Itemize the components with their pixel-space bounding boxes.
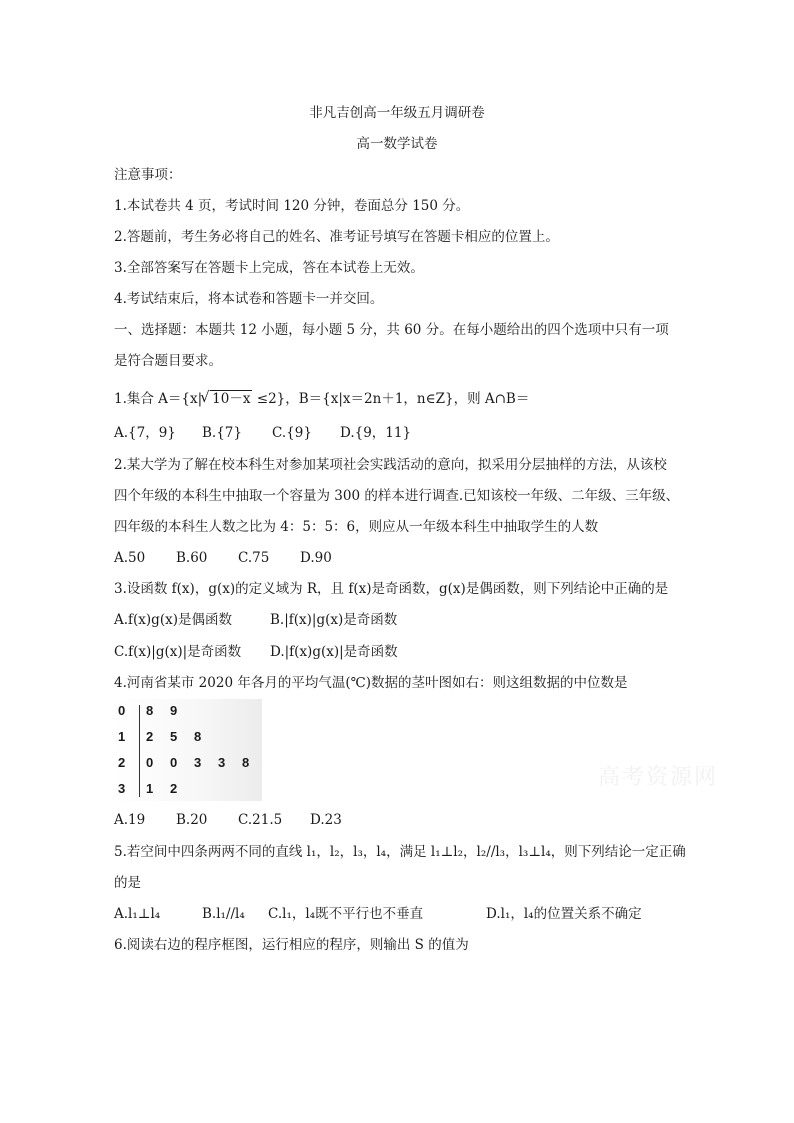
leaf-value: 2 [170, 781, 178, 796]
q2-option-c: C.75 [238, 550, 270, 566]
question-1-stem [114, 390, 529, 408]
q5-option-c: C.l₁，l₄既不平行也不垂直 [268, 906, 424, 922]
q3-option-a: A.f(x)g(x)是偶函数 [114, 612, 232, 628]
q1-option-d: D.{9，11} [340, 425, 412, 441]
q1-option-a: A.{7，9} [114, 425, 176, 441]
question-2-stem-cont: 四年级的本科生人数之比为 4：5：5：6，则应从一年级本科生中抽取学生的人数 [114, 519, 599, 535]
q1-stem-post: ≤2}，B＝{x|x＝2n＋1，n∈Z}，则 A∩B＝ [252, 391, 530, 407]
exam-title: 非凡吉创高一年级五月调研卷 [309, 105, 485, 121]
notice-item: 3.全部答案写在答题卡上完成，答在本试卷上无效。 [114, 260, 424, 276]
q5-option-b: B.l₁//l₄ [202, 906, 245, 922]
stem-value: 1 [118, 729, 126, 744]
question-3-stem: 3.设函数 f(x)，g(x)的定义域为 R，且 f(x)是奇函数，g(x)是偶函数，则下列结论中正确的是 [114, 581, 669, 597]
q4-option-b: B.20 [176, 812, 208, 828]
notice-item: 4.考试结束后，将本试卷和答题卡一并交回。 [114, 291, 384, 307]
leaf-value: 3 [218, 755, 226, 770]
q2-option-a: A.50 [114, 550, 146, 566]
sqrt-symbol [202, 390, 252, 408]
q4-option-d: D.23 [310, 812, 342, 828]
q1-option-b: B.{7} [202, 425, 242, 441]
stem-value: 0 [118, 703, 126, 718]
q5-option-d: D.l₁，l₄的位置关系不确定 [486, 906, 642, 922]
q3-option-b: B.|f(x)|g(x)是奇函数 [270, 612, 398, 628]
question-5-stem: 5.若空间中四条两两不同的直线 l₁，l₂，l₃，l₄，满足 l₁⊥l₂，l₂//l₃，l₃⊥l₄，则下列结论一定正确 [114, 844, 686, 860]
leaf-value: 8 [146, 703, 154, 718]
leaf-value: 3 [194, 755, 202, 770]
watermark: 高考资源网 [598, 765, 719, 790]
q2-option-d: D.90 [300, 550, 332, 566]
q1-stem-pre: 1.集合 A＝{x| [114, 391, 203, 407]
q3-option-d: D.|f(x)g(x)|是奇函数 [270, 644, 398, 660]
leaf-value: 8 [194, 729, 202, 744]
exam-subtitle: 高一数学试卷 [356, 136, 438, 152]
question-5-stem-cont: 的是 [114, 875, 141, 891]
notice-item: 2.答题前，考生务必将自己的姓名、准考证号填写在答题卡相应的位置上。 [114, 229, 559, 245]
leaf-value: 0 [170, 755, 178, 770]
question-2-stem: 2.某大学为了解在校本科生对参加某项社会实践活动的意向，拟采用分层抽样的方法，从该校 [114, 457, 667, 473]
leaf-value: 1 [146, 781, 154, 796]
q3-option-c: C.f(x)|g(x)|是奇函数 [114, 644, 242, 660]
section-heading-cont: 是符合题目要求。 [114, 353, 222, 369]
question-6-stem: 6.阅读右边的程序框图，运行相应的程序，则输出 S 的值为 [114, 937, 469, 953]
leaf-value: 2 [146, 729, 154, 744]
leaf-value: 8 [242, 755, 250, 770]
leaf-value: 0 [146, 755, 154, 770]
stem-leaf-divider [139, 705, 140, 797]
leaf-value: 5 [170, 729, 178, 744]
q4-option-c: C.21.5 [238, 812, 283, 828]
q4-option-a: A.19 [114, 812, 146, 828]
q1-option-c: C.{9} [272, 425, 312, 441]
stem-value: 2 [118, 755, 126, 770]
q5-option-a: A.l₁⊥l₄ [114, 906, 161, 922]
q2-option-b: B.60 [176, 550, 208, 566]
question-4-stem: 4.河南省某市 2020 年各月的平均气温(℃)数据的茎叶图如右：则这组数据的中位数是 [114, 675, 628, 691]
question-2-stem-cont: 四个年级的本科生中抽取一个容量为 300 的样本进行调查.已知该校一年级、二年级、三年级、 [114, 488, 680, 504]
section-heading: 一、选择题：本题共 12 小题，每小题 5 分，共 60 分。在每小题给出的四个选项中只有一项 [114, 322, 669, 338]
notice-heading: 注意事项： [114, 167, 182, 183]
notice-item: 1.本试卷共 4 页，考试时间 120 分钟，卷面总分 150 分。 [114, 198, 470, 214]
leaf-value: 9 [170, 703, 178, 718]
stem-value: 3 [118, 781, 126, 796]
stem-leaf-plot [112, 699, 262, 801]
q1-radicand: 10－x [212, 391, 251, 407]
